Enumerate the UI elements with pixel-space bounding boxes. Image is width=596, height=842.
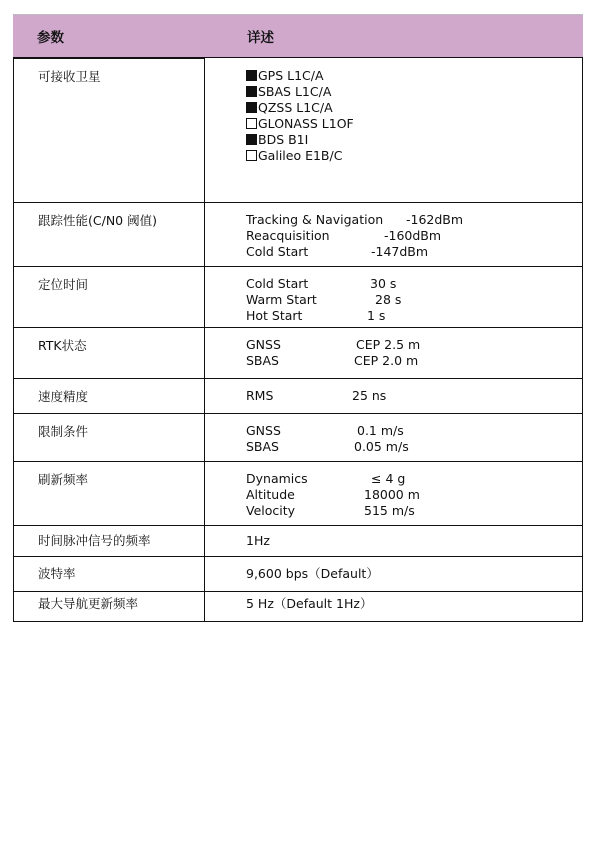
checkbox-item	[246, 132, 582, 148]
spec-name: Cold Start	[246, 276, 309, 291]
table-row-rtk	[13, 328, 583, 379]
spec-line	[246, 308, 582, 324]
row-detail: 5 Hz（Default 1Hz）	[205, 592, 583, 621]
spec-name: Tracking & Navigation	[246, 212, 384, 227]
row-label: 定位时间	[13, 267, 205, 327]
spec-name: Hot Start	[246, 308, 303, 323]
table-row-tracking	[13, 203, 583, 267]
table-row-ttff	[13, 267, 583, 328]
spec-line	[246, 503, 582, 519]
row-label: 波特率	[13, 557, 205, 591]
checked-box-icon	[246, 102, 257, 113]
checkbox-label: Galileo E1B/C	[258, 148, 343, 163]
row-label: RTK状态	[13, 328, 205, 378]
spec-value: 25 ns	[352, 388, 387, 403]
table-row-receivers	[13, 58, 583, 203]
row-detail	[205, 203, 583, 266]
row-detail	[205, 58, 583, 202]
checkbox-item	[246, 116, 582, 132]
row-label: 跟踪性能(C/N0 阈值)	[13, 203, 205, 266]
header-param: 参数	[37, 30, 64, 46]
row-label: 速度精度	[13, 379, 205, 413]
spec-value: ≤ 4 g	[371, 471, 406, 486]
spec-line	[246, 439, 582, 455]
row-detail	[205, 328, 583, 378]
row-detail	[205, 462, 583, 525]
spec-line	[246, 471, 582, 487]
spec-name: Velocity	[246, 503, 296, 518]
table-row-limits	[13, 414, 583, 462]
row-label: 可接收卫星	[13, 58, 205, 202]
table-row-velocity-accuracy	[13, 379, 583, 414]
spec-line	[246, 276, 582, 292]
spec-value: -147dBm	[371, 244, 429, 259]
checked-box-icon	[246, 86, 257, 97]
spec-name: Reacquisition	[246, 228, 330, 243]
spec-value: CEP 2.0 m	[354, 353, 419, 368]
spec-value: -162dBm	[406, 212, 464, 227]
row-label: 限制条件	[13, 414, 205, 461]
spec-name: GNSS	[246, 423, 281, 438]
header-detail: 详述	[247, 30, 274, 46]
checkbox-label: BDS B1I	[258, 132, 309, 147]
checkbox-label: GPS L1C/A	[258, 68, 324, 83]
spec-table	[13, 14, 583, 622]
table-row-update	[13, 462, 583, 526]
spec-value: -160dBm	[384, 228, 442, 243]
row-label: 最大导航更新频率	[13, 592, 205, 621]
row-label: 刷新频率	[13, 462, 205, 525]
spec-name: RMS	[246, 388, 274, 403]
row-label: 时间脉冲信号的频率	[13, 526, 205, 556]
table-row-baud	[13, 557, 583, 592]
spec-value: 515 m/s	[364, 503, 415, 518]
row-detail: 9,600 bps（Default）	[205, 557, 583, 591]
spec-line	[246, 337, 582, 353]
spec-line	[246, 423, 582, 439]
spec-value: 0.05 m/s	[354, 439, 409, 454]
row-detail	[205, 267, 583, 327]
checkbox-label: SBAS L1C/A	[258, 84, 332, 99]
row-detail: 1Hz	[205, 526, 583, 556]
checkbox-label: QZSS L1C/A	[258, 100, 333, 115]
row-detail	[205, 414, 583, 461]
spec-value: 0.1 m/s	[357, 423, 404, 438]
spec-line	[246, 292, 582, 308]
checked-box-icon	[246, 70, 257, 81]
checkbox-label: GLONASS L1OF	[258, 116, 354, 131]
checkbox-item	[246, 148, 582, 164]
unchecked-box-icon	[246, 118, 257, 129]
spec-line	[246, 388, 582, 404]
checkbox-item	[246, 84, 582, 100]
spec-line	[246, 212, 582, 228]
table-header	[13, 14, 583, 58]
spec-name: Cold Start	[246, 244, 309, 259]
spec-value: 1 s	[367, 308, 386, 323]
table-row-pps	[13, 526, 583, 557]
spec-name: SBAS	[246, 439, 279, 454]
spec-value: CEP 2.5 m	[356, 337, 421, 352]
spec-value: 18000 m	[364, 487, 420, 502]
spec-name: Dynamics	[246, 471, 308, 486]
checkbox-item	[246, 68, 582, 84]
spec-line	[246, 487, 582, 503]
checked-box-icon	[246, 134, 257, 145]
spec-value: 28 s	[375, 292, 402, 307]
checkbox-item	[246, 100, 582, 116]
spec-value: 30 s	[370, 276, 397, 291]
unchecked-box-icon	[246, 150, 257, 161]
spec-line	[246, 228, 582, 244]
spec-line	[246, 353, 582, 369]
spec-name: SBAS	[246, 353, 279, 368]
row-detail	[205, 379, 583, 413]
spec-name: Warm Start	[246, 292, 317, 307]
spec-name: Altitude	[246, 487, 295, 502]
spec-line	[246, 244, 582, 260]
spec-name: GNSS	[246, 337, 281, 352]
table-row-nav-rate	[13, 592, 583, 622]
